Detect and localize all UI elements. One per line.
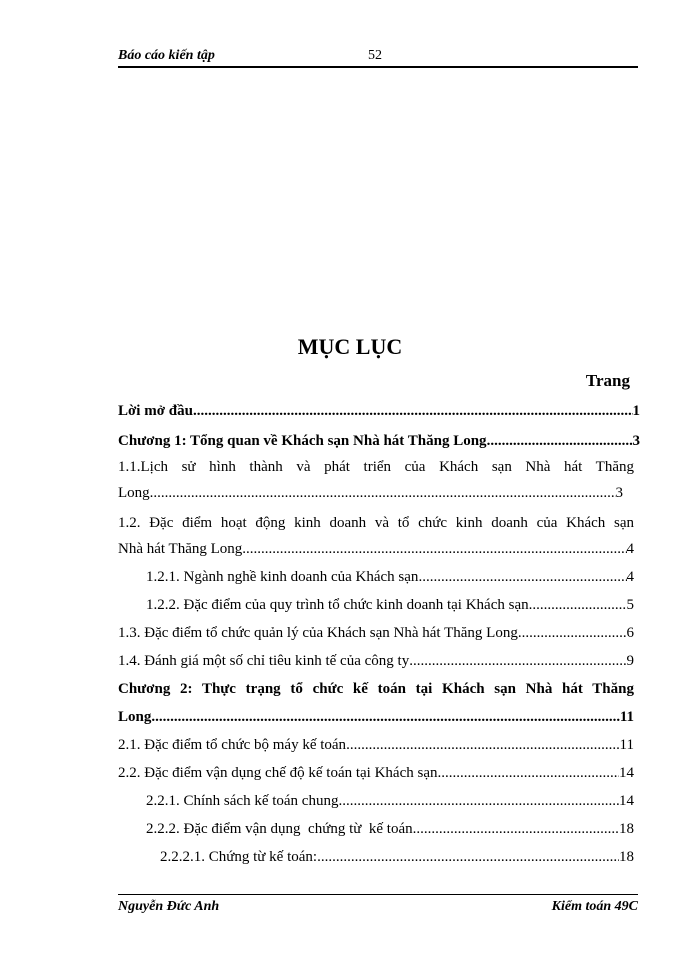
toc-leader-dots xyxy=(346,736,619,754)
toc-entry-1-2-line1[interactable]: 1.2. Đặc điểm hoạt động kinh doanh và tổ chức kinh doanh của Khách sạn xyxy=(118,515,634,531)
toc-entry-1-1-line1[interactable]: 1.1.Lịch sử hình thành và phát triển của Khách sạn Nhà hát Thăng xyxy=(118,459,634,475)
footer-class: Kiểm toán 49C xyxy=(551,899,638,914)
toc-leader-dots xyxy=(413,820,619,838)
toc-leader-dots xyxy=(150,484,616,502)
toc-entry-2-1[interactable] xyxy=(118,736,634,754)
toc-entry-2-2-1[interactable] xyxy=(146,792,634,810)
toc-entry-chapter-2[interactable] xyxy=(118,708,634,726)
header-page-number: 52 xyxy=(368,48,382,63)
toc-entry-2-2-2[interactable] xyxy=(146,820,634,838)
toc-leader-dots xyxy=(338,792,619,810)
toc-entry-page: 6 xyxy=(626,625,634,641)
toc-entry-page: 3 xyxy=(615,485,623,501)
toc-entry-page: 18 xyxy=(619,849,634,865)
toc-entry-text: Nhà hát Thăng Long xyxy=(118,541,243,557)
toc-entry-text: 1.2.2. Đặc điểm của quy trình tổ chức kinh doanh tại Khách sạn xyxy=(146,597,529,613)
toc-entry-1-2-2[interactable] xyxy=(146,596,634,614)
toc-entry-text: 2.2. Đặc điểm vận dụng chế độ kế toán tại Khách sạn xyxy=(118,765,438,781)
toc-entry-text: 1.4. Đánh giá một số chỉ tiêu kinh tế của công ty xyxy=(118,653,410,669)
toc-entry-text: 1.2.1. Ngành nghề kinh doanh của Khách sạn xyxy=(146,569,419,585)
toc-entry-page: 14 xyxy=(619,765,634,781)
toc-entry-text: Long xyxy=(118,485,150,501)
toc-entry-text: 1.3. Đặc điểm tổ chức quản lý của Khách sạn Nhà hát Thăng Long xyxy=(118,625,518,641)
toc-entry-page: 5 xyxy=(626,597,634,613)
toc-entry-page: 18 xyxy=(619,821,634,837)
toc-entry-page: 11 xyxy=(619,709,634,725)
toc-entry-text: 2.2.1. Chính sách kế toán chung xyxy=(146,793,339,809)
toc-entry-2-2-2-1[interactable] xyxy=(160,848,634,866)
toc-leader-dots xyxy=(418,568,626,586)
header-title: Báo cáo kiến tập xyxy=(118,48,215,63)
toc-entry-page: 4 xyxy=(626,541,634,557)
toc-entry-1-3[interactable] xyxy=(118,624,634,642)
toc-entry-text: Chương 1: Tổng quan về Khách sạn Nhà hát Thăng Long xyxy=(118,433,487,449)
toc-leader-dots xyxy=(193,402,633,420)
toc-entry-1-1[interactable] xyxy=(118,484,623,502)
toc-entry-text: 2.1. Đặc điểm tổ chức bộ máy kế toán xyxy=(118,737,347,753)
toc-entry-chapter-2-line1[interactable]: Chương 2: Thực trạng tổ chức kế toán tại Khách sạn Nhà hát Thăng xyxy=(118,681,634,697)
toc-entry-text: 2.2.2.1. Chứng từ kế toán: xyxy=(160,849,318,865)
toc-entry-2-2[interactable] xyxy=(118,764,634,782)
toc-entry-1-2-1[interactable] xyxy=(146,568,634,586)
toc-entry-page: 3 xyxy=(632,433,640,449)
toc-entry-page: 14 xyxy=(619,793,634,809)
toc-entry-1-2[interactable] xyxy=(118,540,634,558)
page-footer xyxy=(118,894,638,915)
toc-entry-page: 4 xyxy=(626,569,634,585)
toc-leader-dots xyxy=(242,540,626,558)
toc-entry-page: 11 xyxy=(619,737,634,753)
toc-entry-text: Lời mở đầu xyxy=(118,403,193,419)
toc-leader-dots xyxy=(409,652,626,670)
toc-leader-dots xyxy=(437,764,619,782)
toc-leader-dots xyxy=(518,624,627,642)
toc-entry-page: 1 xyxy=(632,403,640,419)
toc-entry-intro[interactable] xyxy=(118,402,640,420)
toc-entry-text: Long xyxy=(118,709,152,725)
toc-leader-dots xyxy=(529,596,627,614)
footer-author: Nguyễn Đức Anh xyxy=(118,899,220,914)
toc-leader-dots xyxy=(487,432,633,450)
toc-title: MỤC LỤC xyxy=(297,334,403,359)
page-column-label: Trang xyxy=(585,371,630,390)
toc-entry-chapter-1[interactable] xyxy=(118,432,640,450)
toc-entry-1-4[interactable] xyxy=(118,652,634,670)
toc-leader-dots xyxy=(317,848,619,866)
toc-entry-text: 2.2.2. Đặc điểm vận dụng chứng từ kế toán xyxy=(146,821,413,837)
toc-entry-page: 9 xyxy=(626,653,634,669)
toc-leader-dots xyxy=(151,708,619,726)
